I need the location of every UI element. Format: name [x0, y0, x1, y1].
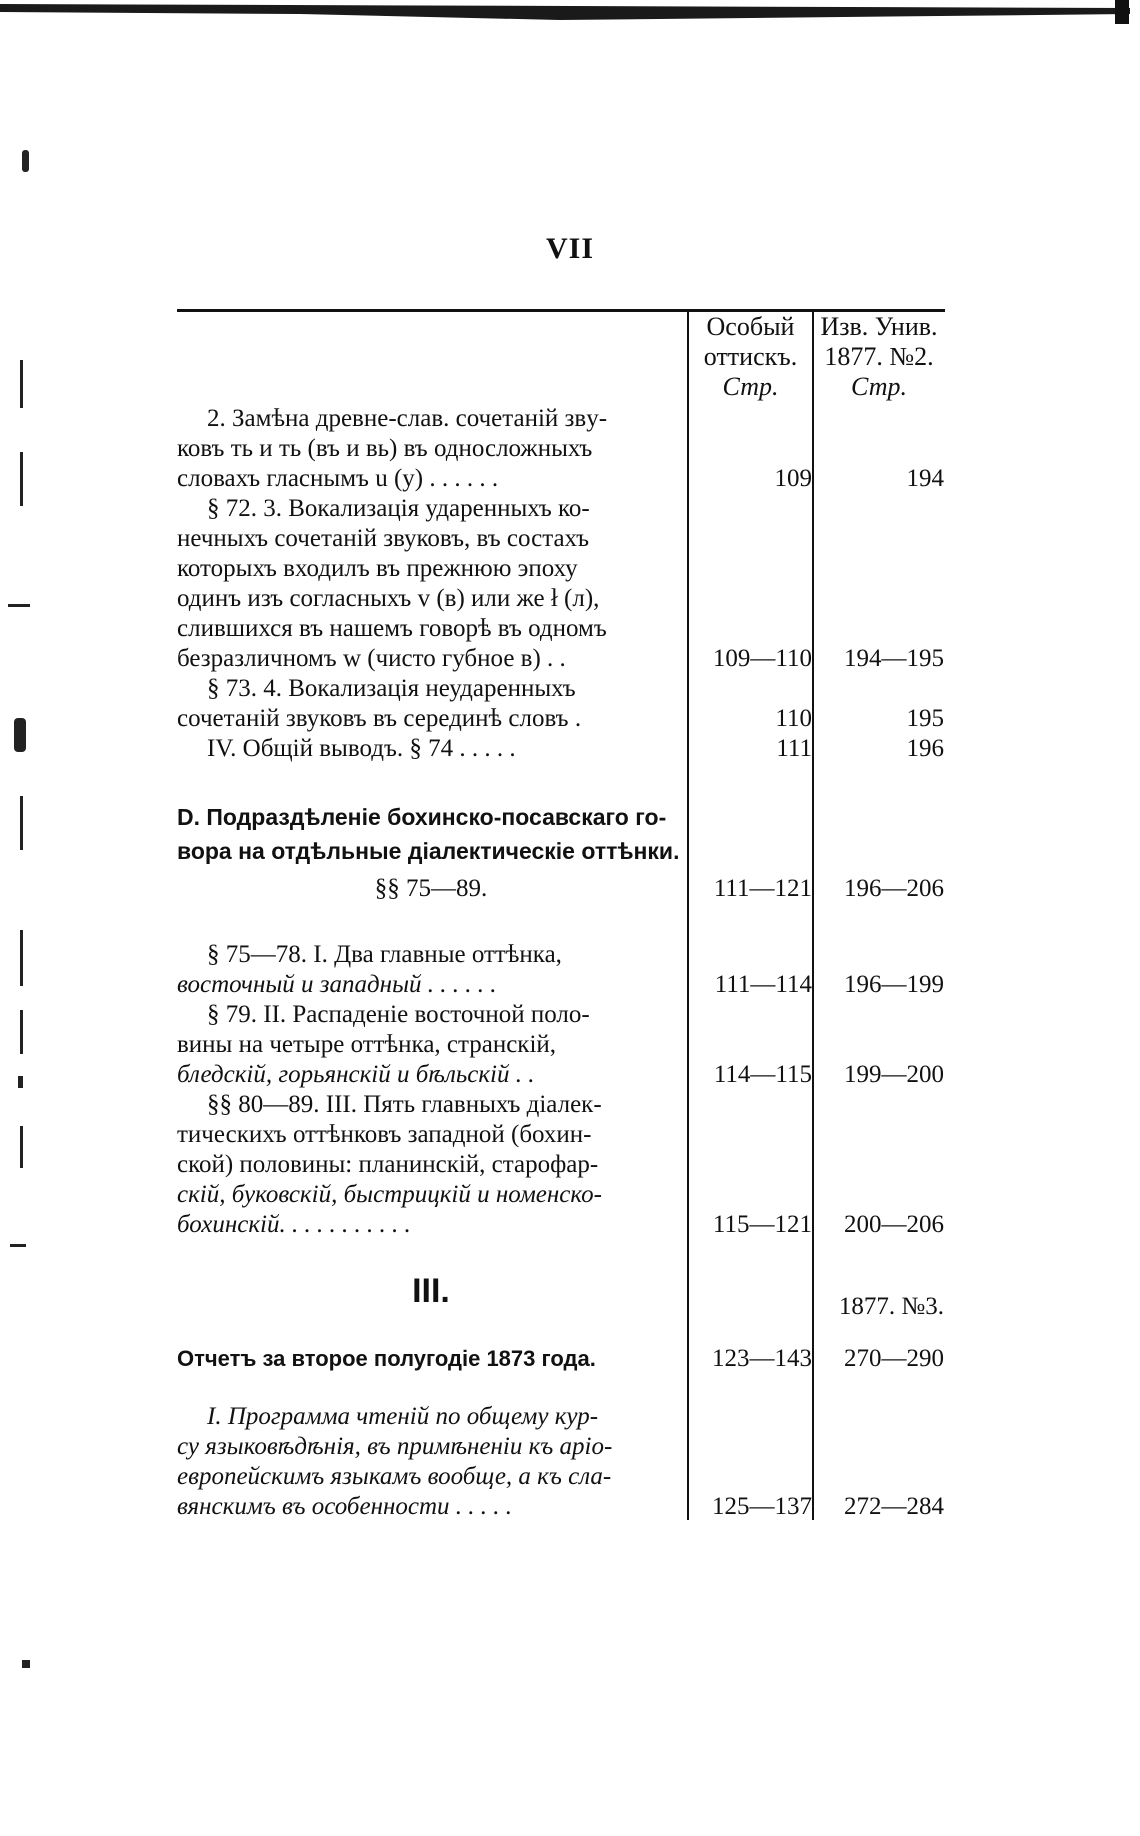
- toc-entry-text: [177, 940, 685, 1000]
- margin-speck: [10, 1244, 26, 1247]
- toc-line: Отчетъ за второе полугодіе 1873 года.: [177, 1346, 596, 1371]
- margin-speck: [20, 796, 23, 850]
- toc-entry-text: [177, 800, 685, 868]
- toc-entry-text: [177, 1090, 685, 1240]
- margin-speck: [14, 718, 26, 752]
- scan-top-edge: [0, 0, 1140, 40]
- toc-entry-text: [177, 874, 685, 904]
- offprint-page: 111: [776, 735, 812, 762]
- margin-speck: [18, 1076, 23, 1088]
- toc-line: вины на четыре оттѣнка, странскій,: [177, 1031, 557, 1058]
- column-header-line: Особый: [706, 312, 795, 341]
- column-header-line: Изв. Унив.: [820, 312, 938, 341]
- izvestia-page: 194—195: [844, 645, 944, 672]
- toc-line: вора на отдѣльные діалектическіе оттѣнки.: [177, 838, 680, 864]
- offprint-page: 111—121: [713, 875, 812, 902]
- toc-line: ковъ ть и ть (въ и вь) въ односложныхъ: [177, 435, 593, 462]
- izvestia-issue: 1877. №3.: [838, 1293, 944, 1320]
- toc-line: словахъ гласнымъ u (у) . . . . . .: [177, 465, 499, 492]
- toc-entry-text: [177, 734, 685, 764]
- toc-line: бледскій, горьянскій и бѣльскій . .: [177, 1061, 535, 1088]
- izvestia-page: 196—206: [844, 875, 944, 902]
- toc-line: § 75—78. I. Два главные оттѣнка,: [207, 941, 562, 968]
- toc-line: § 79. II. Распаденіе восточной поло-: [207, 1001, 590, 1028]
- offprint-page: 110: [775, 705, 812, 732]
- column-header-line: Стр.: [722, 372, 779, 401]
- margin-speck: [20, 930, 23, 986]
- offprint-page: 114—115: [713, 1061, 812, 1088]
- toc-line: слившихся въ нашемъ говорѣ въ одномъ: [177, 615, 607, 642]
- toc-entry-text: [177, 1344, 685, 1374]
- toc-entry-text: [177, 404, 685, 494]
- margin-speck: [20, 452, 23, 506]
- izvestia-page: 200—206: [844, 1211, 944, 1238]
- column-header-line: 1877. №2.: [824, 342, 934, 371]
- izvestia-page: 196: [906, 735, 944, 762]
- toc-line: бохинскій. . . . . . . . . . .: [177, 1211, 411, 1238]
- column-header-offprint: [689, 312, 812, 402]
- toc-line: су языковѣдѣнія, въ примѣненіи къ аріо-: [177, 1433, 613, 1460]
- toc-line: § 72. 3. Вокализація ударенныхъ ко-: [207, 495, 590, 522]
- toc-line: §§ 80—89. III. Пять главныхъ діалек-: [207, 1091, 602, 1118]
- toc-line: D. Подраздѣленіе бохинско-посавскаго го-: [177, 804, 667, 830]
- toc-line: §§ 75—89.: [374, 875, 488, 902]
- margin-speck: [20, 1010, 23, 1054]
- toc-line: европейскимъ языкамъ вообще, а къ сла-: [177, 1463, 612, 1490]
- toc-line: восточный и западный . . . . . .: [177, 971, 497, 998]
- izvestia-page: 270—290: [844, 1345, 944, 1372]
- izvestia-page: 272—284: [844, 1493, 944, 1520]
- offprint-page: 115—121: [712, 1211, 812, 1238]
- izvestia-page: 199—200: [844, 1061, 944, 1088]
- izvestia-page: 196—199: [844, 971, 944, 998]
- toc-entry-text: [177, 674, 685, 734]
- toc-line: 2. Замѣна древне-слав. сочетаній звy-: [207, 405, 608, 432]
- margin-speck: [22, 150, 29, 172]
- izvestia-page: 194: [906, 465, 944, 492]
- toc-line: скій, буковскій, быстрицкій и номенско-: [177, 1181, 602, 1208]
- toc-entry-text: [177, 494, 685, 674]
- izvestia-page: 195: [906, 705, 944, 732]
- offprint-page: 109—110: [712, 645, 812, 672]
- offprint-page: 111—114: [714, 971, 812, 998]
- margin-speck: [20, 1126, 23, 1168]
- toc-line: § 73. 4. Вокализація неударенныхъ: [207, 675, 576, 702]
- toc-line: I. Программа чтеній по общему кур-: [207, 1403, 599, 1430]
- margin-speck: [20, 360, 23, 408]
- offprint-page: 123—143: [712, 1345, 812, 1372]
- page-number: VII: [545, 232, 594, 265]
- column-header-line: оттискъ.: [703, 342, 798, 371]
- offprint-page: 109: [774, 465, 812, 492]
- toc-line: ской) половины: планинскій, старофар-: [177, 1151, 599, 1178]
- column-header-line: Стр.: [851, 372, 907, 401]
- offprint-page: 125—137: [712, 1493, 812, 1520]
- toc-line: которыхъ входилъ въ прежнюю эпоху: [177, 555, 578, 582]
- toc-line: IV. Общій выводъ. § 74 . . . . .: [207, 735, 516, 762]
- toc-line: безразличномъ w (чисто губное в) . .: [177, 645, 566, 672]
- section-roman-numeral: III.: [412, 1272, 450, 1310]
- margin-speck: [22, 1660, 30, 1668]
- toc-line: вянскимъ въ особенности . . . . .: [177, 1493, 513, 1520]
- column-header-izvestia: [814, 312, 944, 402]
- toc-line: сочетаній звуковъ въ серединѣ словъ .: [177, 705, 582, 732]
- margin-speck: [8, 604, 30, 607]
- toc-entry-text: [177, 1402, 685, 1522]
- toc-line: тическихъ оттѣнковъ западной (бохин-: [177, 1121, 592, 1148]
- toc-line: одинъ изъ согласныхъ v (в) или же ł (л),: [177, 585, 600, 612]
- toc-line: нечныхъ сочетаній звуковъ, въ состахъ: [177, 525, 590, 552]
- toc-entry-text: [177, 1000, 685, 1090]
